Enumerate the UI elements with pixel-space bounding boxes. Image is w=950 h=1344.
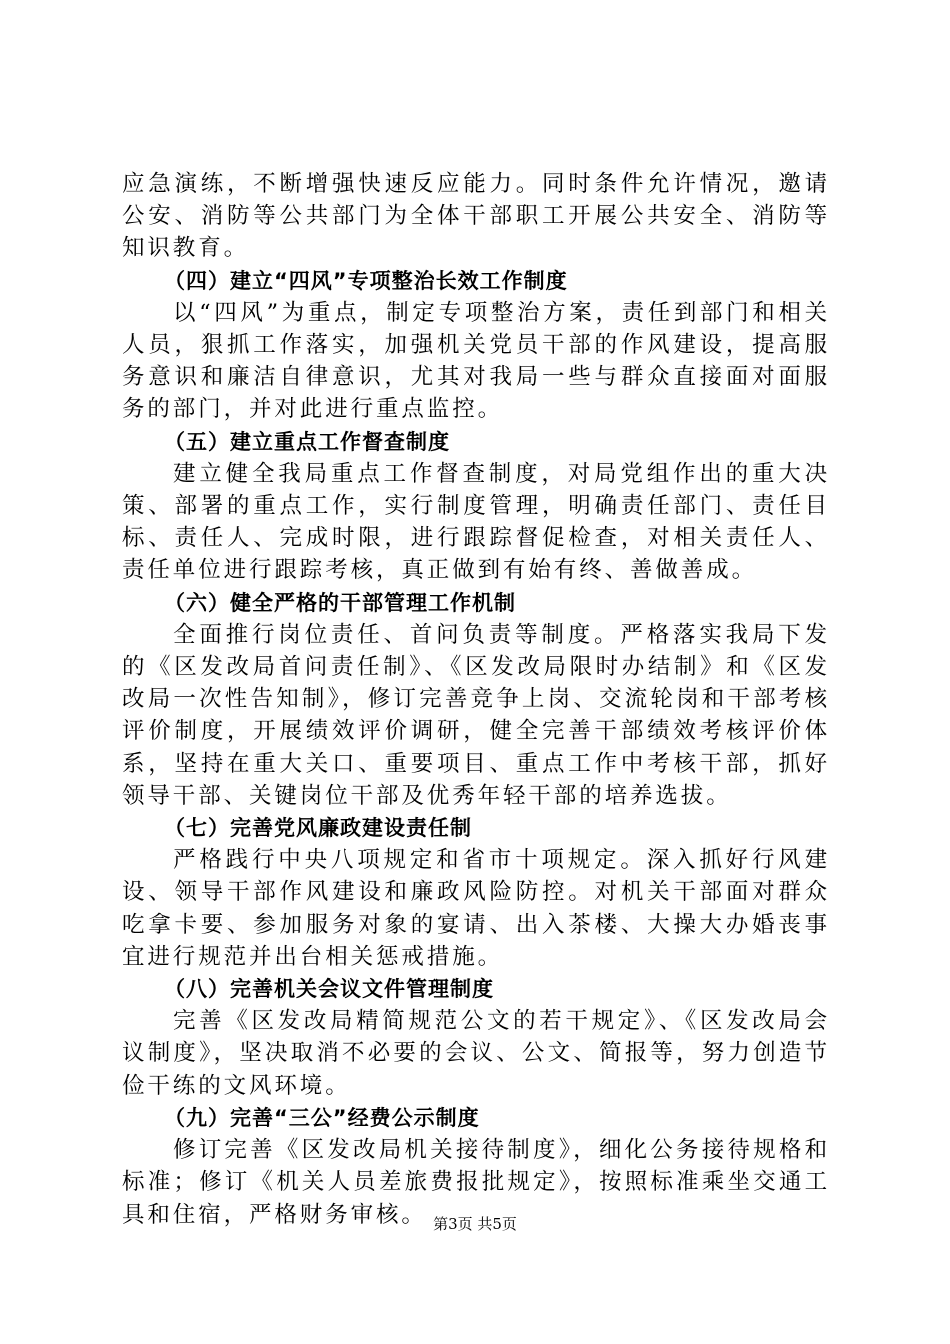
paragraph: 建立健全我局重点工作督查制度，对局党组作出的重大决策、部署的重点工作，实行制度管理，明确责任部门、责任目标、责任人、完成时限，进行跟踪督促检查，对相关责任人、责任单位进行跟踪考核，真正做到有始有终、善做善成。 xyxy=(122,460,830,584)
page-number: 第3页 xyxy=(433,1215,473,1233)
page-footer xyxy=(0,1214,950,1234)
paragraph: 完善《区发改局精简规范公文的若干规定》、《区发改局会议制度》，坚决取消不必要的会议、公文、简报等，努力创造节俭干练的文风环境。 xyxy=(122,1008,830,1099)
paragraph: 以“四风”为重点，制定专项整治方案，责任到部门和相关人员，狠抓工作落实，加强机关党员干部的作风建设，提高服务意识和廉洁自律意识，尤其对我局一些与群众直接面对面服务的部门，并对此进行重点监控。 xyxy=(122,299,830,423)
section-heading: （七）完善党风廉政建设责任制 xyxy=(164,816,472,841)
page-total: 共5页 xyxy=(477,1215,517,1233)
paragraph: 严格践行中央八项规定和省市十项规定。深入抓好行风建设、领导干部作风建设和廉政风险防控。对机关干部面对群众吃拿卡要、参加服务对象的宴请、出入茶楼、大操大办婚丧事宜进行规范并出台相关惩戒措施。 xyxy=(122,847,830,970)
section-heading: （四）建立“四风”专项整治长效工作制度 xyxy=(164,268,568,293)
section-heading: （五）建立重点工作督查制度 xyxy=(164,429,450,454)
section-heading: （六）健全严格的干部管理工作机制 xyxy=(164,590,516,615)
paragraph: 全面推行岗位责任、首问负责等制度。严格落实我局下发的《区发改局首问责任制》、《区发改局限时办结制》和《区发改局一次性告知制》，修订完善竞争上岗、交流轮岗和干部考核评价制度，开展绩效评价调研，健全完善干部绩效考核评价体系，坚持在重大关口、重要项目、重点工作中考核干部，抓好领导干部、关键岗位干部及优秀年轻干部的培养选拔。 xyxy=(122,621,830,809)
section-heading: （八）完善机关会议文件管理制度 xyxy=(164,977,494,1002)
section-heading: （九）完善“三公”经费公示制度 xyxy=(164,1105,480,1130)
paragraph: 修订完善《区发改局机关接待制度》，细化公务接待规格和标准；修订《机关人员差旅费报批规定》，按照标准乘坐交通工具和住宿，严格财务审核。 xyxy=(122,1137,830,1228)
document-body xyxy=(122,168,830,1231)
paragraph: 应急演练，不断增强快速反应能力。同时条件允许情况，邀请公安、消防等公共部门为全体干部职工开展公共安全、消防等知识教育。 xyxy=(122,171,830,262)
